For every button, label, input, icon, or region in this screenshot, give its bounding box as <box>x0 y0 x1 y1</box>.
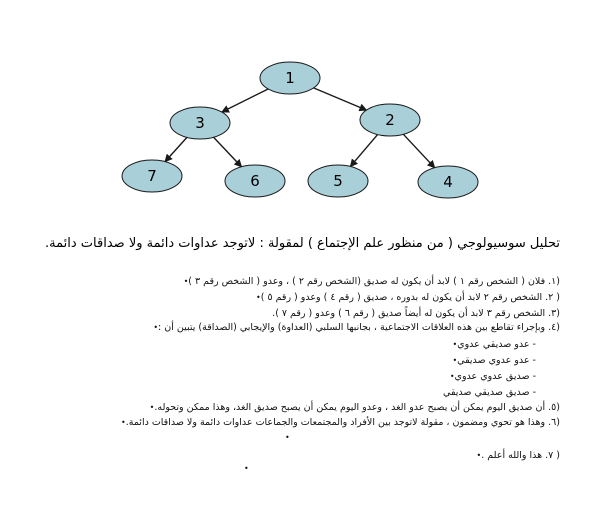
text-line-8: - صديق صديقي صديقي <box>443 387 536 398</box>
text-line-7: - صديق عدوي عدوي• <box>449 371 536 382</box>
tree-node-3 <box>170 107 230 139</box>
page-title: تحليل سوسيولوجي ( من منظور علم الإجتماع ) لمقولة : لاتوجد عداوات دائمة ولا صداقات دائمة. <box>45 236 560 251</box>
bullet-dot: • <box>285 433 290 442</box>
edge-1-3 <box>222 89 268 112</box>
node-label: 4 <box>443 173 453 191</box>
tree-nodes <box>122 62 478 198</box>
edge-1-2 <box>314 88 367 110</box>
text-line-2: ( ٢. الشخص رقم ٢ لابد أن يكون له بدوره ، صديق ( رقم ٤ ) وعدو ( رقم ٥ )• <box>256 292 560 303</box>
text-line-10: (٦. وهذا هو تحوي ومضمون ، مقولة لاتوجد بين الأفراد والمجتمعات والجماعات عداوات دائمة ولا صداقات دائمة.• <box>120 417 560 428</box>
edge-3-6 <box>214 137 242 166</box>
node-label: 3 <box>195 114 205 132</box>
text-line-9: (٥. أن صديق اليوم يمكن أن يصبح عدو الغد ، وعدو اليوم يمكن أن يصبح صديق الغد، وهذا ممكن وتحوله.• <box>149 402 560 413</box>
node-label: 7 <box>147 167 157 185</box>
text-line-6: - عدو عدوي صديقي• <box>452 355 536 366</box>
edge-3-7 <box>165 137 187 161</box>
tree-node-4 <box>418 166 478 198</box>
tree-node-2 <box>360 104 420 136</box>
bullet-dot: • <box>244 464 249 473</box>
node-label: 5 <box>333 172 343 190</box>
edge-2-5 <box>350 135 377 167</box>
tree-node-6 <box>225 165 285 197</box>
text-line-11: ( ٧. هذا والله أعلم .• <box>476 450 560 461</box>
node-label: 2 <box>385 111 395 129</box>
tree-node-7 <box>122 160 182 192</box>
edge-2-4 <box>403 134 434 167</box>
text-line-5: - عدو صديقي عدوي• <box>452 339 536 350</box>
node-label: 1 <box>285 69 295 87</box>
node-label: 6 <box>250 172 260 190</box>
text-line-3: (٣. الشخص رقم ٣ لابد أن يكون له أيضاً صديق ( رقم ٦ ) وعدو ( رقم ٧ ). <box>272 308 560 319</box>
text-line-4: (٤. وبإجراء تقاطع بين هذه العلاقات الاجتماعية ، بجانبها السلبي (العداوة) والإيجابي (الصداقة) يتبين أن :• <box>153 322 560 333</box>
tree-node-5 <box>308 165 368 197</box>
relationship-tree-diagram <box>0 0 596 220</box>
text-line-1: (١. فلان ( الشخص رقم ١ ) لابد أن يكون له صديق (الشخص رقم ٢ ) ، وعدو ( الشخص رقم ٣ )• <box>183 276 560 287</box>
tree-node-1 <box>260 62 320 94</box>
